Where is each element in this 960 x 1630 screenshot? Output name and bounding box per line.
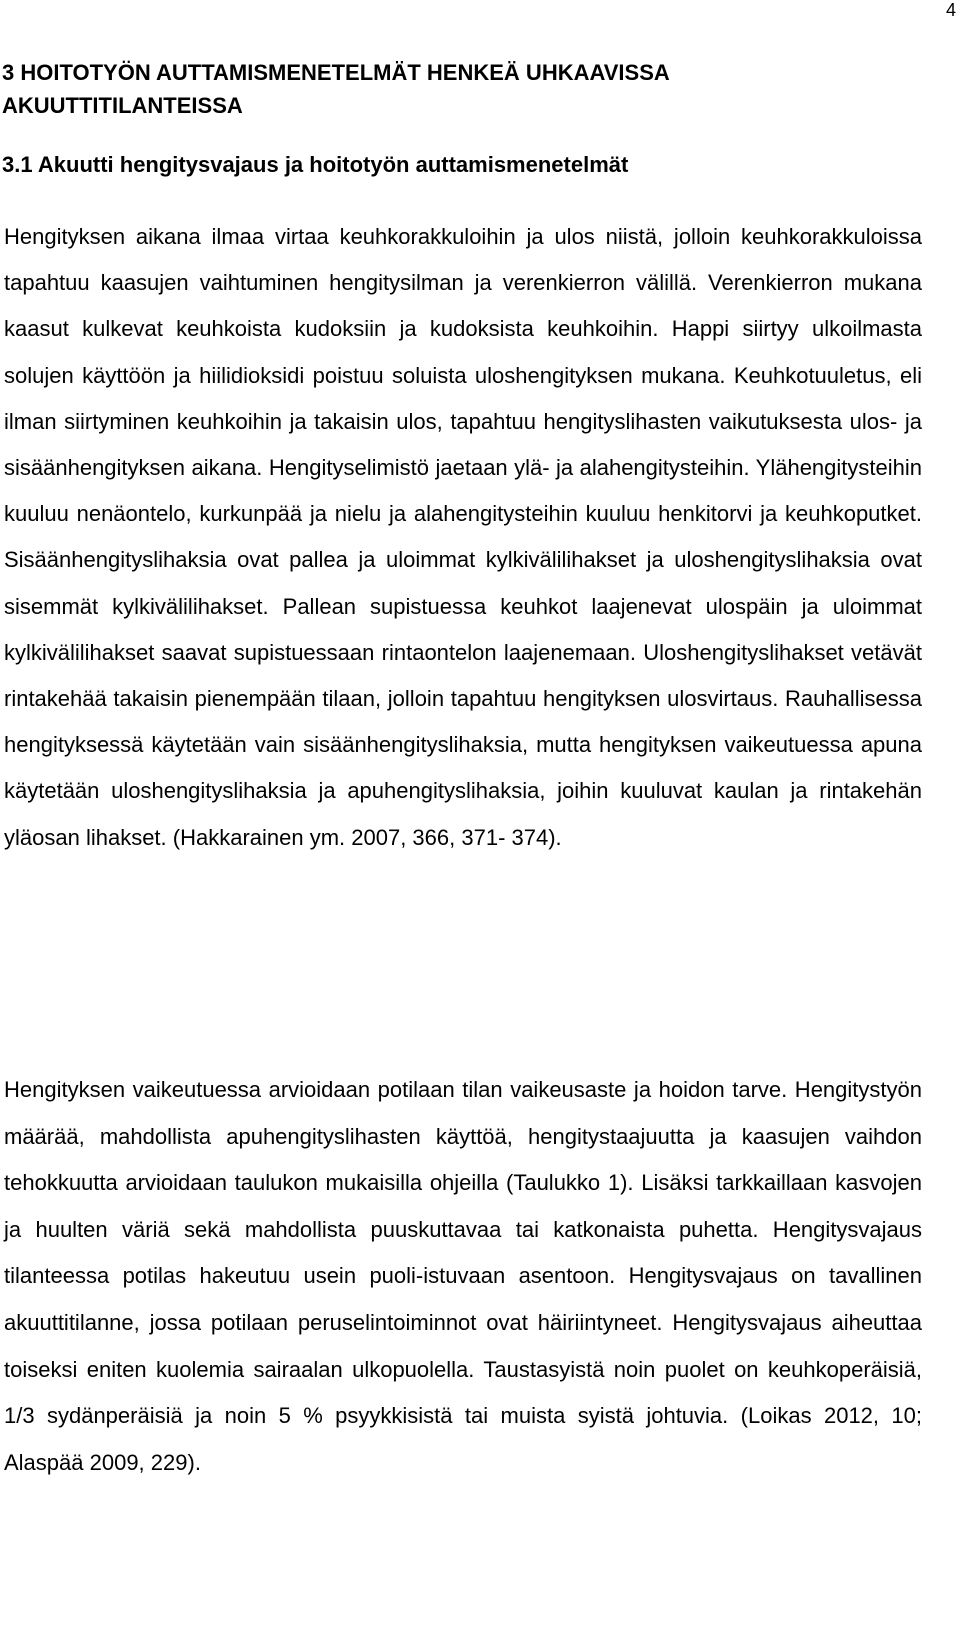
page-number: 4 <box>945 0 956 20</box>
body-paragraph: Hengityksen aikana ilmaa virtaa keuhkorakkuloihin ja ulos niistä, jolloin keuhkorakkuloissa tapahtuu kaasujen vaihtuminen hengitysilman ja verenkierron välillä. Verenkierron mukana kaasut kulkevat keuhkoista kudoksiin ja kudoksista keuhkoihin. Happi siirtyy ulkoilmasta solujen käyttöön ja hiilidioksidi poistuu soluista uloshengityksen mukana. Keuhkotuuletus, eli ilman siirtyminen keuhkoihin ja takaisin ulos, tapahtuu hengityslihasten vaikutuksesta ulos- ja sisäänhengityksen aikana. Hengityselimistö jaetaan ylä- ja alahengitysteihin. Ylähengitysteihin kuuluu nenäontelo, kurkunpää ja nielu ja alahengitysteihin kuuluu henkitorvi ja keuhkoputket. Sisäänhengityslihaksia ovat pallea ja uloimmat kylkivälilihakset ja uloshengityslihaksia ovat sisemmät kylkivälilihakset. Pallean supistuessa keuhkot laajenevat ulospäin ja uloimmat kylkivälilihakset saavat supistuessaan rintaontelon laajenemaan. Uloshengityslihakset vetävät rintakehää takaisin pienempään tilaan, jolloin tapahtuu hengityksen ulosvirtaus. Rauhallisessa hengityksessä käytetään vain sisäänhengityslihaksia, mutta hengityksen vaikeutuessa apuna käytetään uloshengityslihaksia ja apuhengityslihaksia, joihin kuuluvat kaulan ja rintakehän yläosan lihakset. (Hakkarainen ym. 2007, 366, 371- 374). <box>4 224 922 850</box>
section-title: 3.1 Akuutti hengitysvajaus ja hoitotyön auttamismenetelmät <box>2 152 629 177</box>
chapter-title: 3 HOITOTYÖN AUTTAMISMENETELMÄT HENKEÄ UHKAAVISSA AKUUTTITILANTEISSA <box>2 60 669 118</box>
body-paragraph: Hengityksen vaikeutuessa arvioidaan potilaan tilan vaikeusaste ja hoidon tarve. Hengitystyön määrää, mahdollista apuhengityslihasten käyttöä, hengitystaajuutta ja kaasujen vaihdon tehokkuutta arvioidaan taulukon mukaisilla ohjeilla (Taulukko 1). Lisäksi tarkkaillaan kasvojen ja huulten väriä sekä mahdollista puuskuttavaa tai katkonaista puhetta. Hengitysvajaus tilanteessa potilas hakeutuu usein puoli-istuvaan asentoon. Hengitysvajaus on tavallinen akuuttitilanne, jossa potilaan peruselintoiminnot ovat häiriintyneet. Hengitysvajaus aiheuttaa toiseksi eniten kuolemia sairaalan ulkopuolella. Taustasyistä noin puolet on keuhkoperäisiä, 1/3 sydänperäisiä ja noin 5 % psyykkisistä tai muista syistä johtuvia. (Loikas 2012, 10; Alaspää 2009, 229). <box>4 1077 922 1475</box>
